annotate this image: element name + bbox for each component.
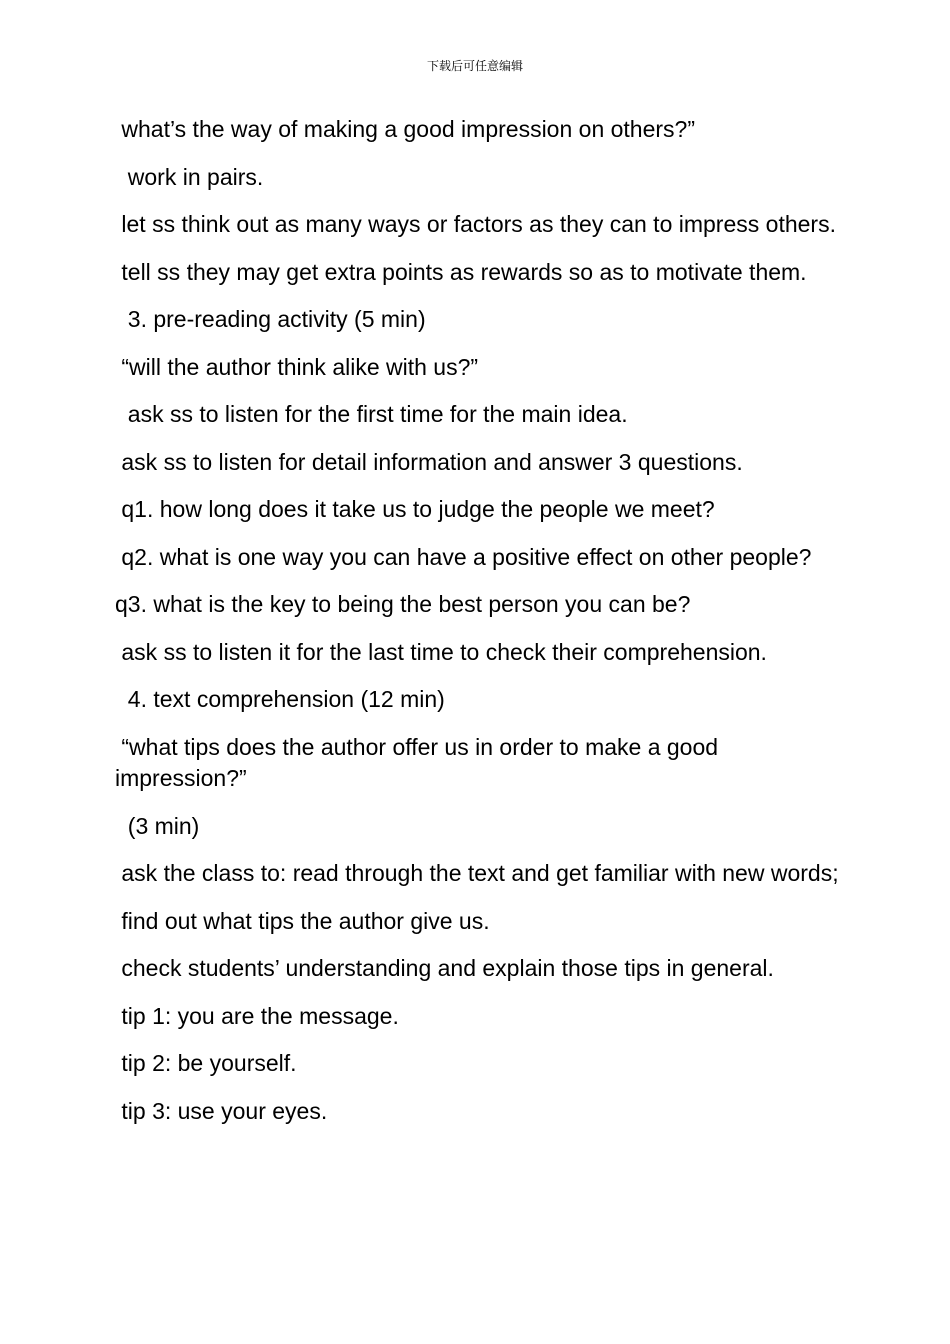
paragraph: ask ss to listen for the first time for the main idea.: [115, 401, 628, 427]
question-item: q3. what is the key to being the best person you can be?: [115, 591, 691, 617]
paragraph: “what tips does the author offer us in order to make a good impression?”: [115, 733, 725, 791]
paragraph: what’s the way of making a good impression on others?”: [115, 116, 695, 142]
paragraph: check students’ understanding and explain those tips in general.: [115, 955, 774, 981]
tip-item: tip 1: you are the message.: [115, 1002, 399, 1029]
paragraph: (3 min): [115, 812, 200, 839]
tip-item: tip 3: use your eyes.: [115, 1097, 328, 1124]
section-heading: 4. text comprehension (12 min): [115, 686, 445, 712]
paragraph: work in pairs.: [115, 163, 264, 190]
page-header: 下载后可任意编辑: [426, 59, 523, 73]
section-heading: 3. pre-reading activity (5 min): [115, 306, 426, 332]
paragraph: ask the class to: read through the text and get familiar with new words;: [115, 860, 839, 886]
tip-item: tip 2: be yourself.: [115, 1050, 297, 1076]
paragraph: ask ss to listen for detail information and answer 3 questions.: [115, 448, 743, 475]
paragraph: tell ss they may get extra points as rewards so as to motivate them.: [115, 258, 807, 285]
question-item: q1. how long does it take us to judge the people we meet?: [115, 496, 715, 522]
question-item: q2. what is one way you can have a positive effect on other people?: [115, 543, 812, 570]
document-body: [115, 114, 845, 1143]
paragraph: find out what tips the author give us.: [115, 907, 490, 934]
paragraph: “will the author think alike with us?”: [115, 353, 479, 380]
paragraph: ask ss to listen it for the last time to check their comprehension.: [115, 638, 767, 665]
paragraph: let ss think out as many ways or factors as they can to impress others.: [115, 211, 836, 237]
